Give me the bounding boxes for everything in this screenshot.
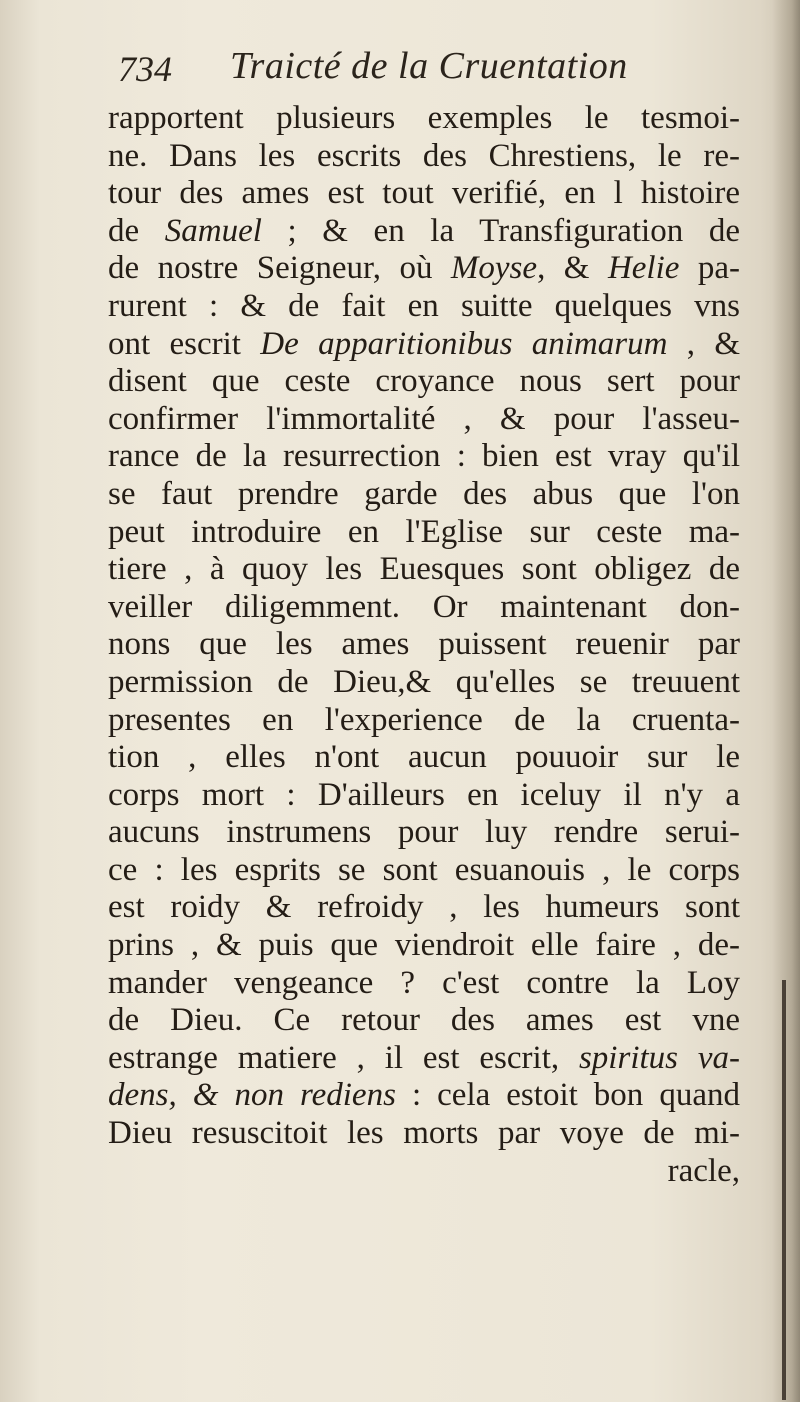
text-segment: ; & en la Transfiguration de [261, 212, 740, 249]
text-segment: pa- [679, 250, 741, 287]
text-line [108, 739, 740, 777]
text-segment: ce : les esprits se sont esuanouis , le corps [108, 851, 740, 888]
text-segment: de Dieu. Ce retour des ames est vne [108, 1002, 740, 1039]
italic-text: Helie [607, 250, 680, 287]
page-header [118, 44, 718, 100]
text-line [108, 175, 740, 213]
text-line [108, 288, 740, 326]
text-line [108, 250, 740, 288]
text-segment: , & [537, 250, 608, 287]
text-segment: mander vengeance ? c'est contre la Loy [108, 964, 740, 1001]
text-segment: rance de la resurrection : bien est vray qu'il [108, 438, 740, 475]
text-segment: presentes en l'experience de la cruenta- [108, 701, 740, 738]
text-line [108, 1115, 740, 1153]
text-segment: rurent : & de fait en suitte quelques vns [108, 287, 740, 324]
italic-text: dens, & non rediens [108, 1077, 396, 1114]
text-line [108, 1040, 740, 1078]
text-line [108, 1002, 740, 1040]
text-segment: de nostre Seigneur, où [108, 250, 451, 287]
text-segment: tour des ames est tout verifié, en l histoire [108, 175, 740, 212]
text-segment: de [108, 212, 165, 249]
text-line [108, 1077, 740, 1115]
text-segment: rapportent plusieurs exemples le tesmoi- [108, 100, 740, 136]
text-line [108, 702, 740, 740]
text-segment: Dieu resuscitoit les morts par voye de mi- [108, 1115, 740, 1152]
text-line [108, 551, 740, 589]
text-segment: permission de Dieu,& qu'elles se treuuent [108, 663, 740, 700]
text-line [108, 965, 740, 1003]
text-line [108, 401, 740, 439]
text-line [108, 664, 740, 702]
italic-text: Moyse [450, 250, 538, 287]
italic-text: Samuel [164, 212, 262, 249]
text-segment: : cela estoit bon quand [395, 1077, 740, 1114]
body-text [108, 100, 740, 1190]
text-line [108, 213, 740, 251]
text-line [108, 476, 740, 514]
text-line [108, 326, 740, 364]
text-line [108, 927, 740, 965]
running-title: Traicté de la Cruentation [230, 45, 628, 87]
text-line [108, 514, 740, 552]
italic-text: spiritus va- [578, 1039, 740, 1076]
text-segment: ont escrit [108, 325, 261, 362]
text-segment: tiere , à quoy les Euesques sont obligez de [108, 551, 740, 588]
text-line [108, 1153, 740, 1191]
text-line [108, 814, 740, 852]
page-edge-line [782, 980, 786, 1400]
text-segment: prins , & puis que viendroit elle faire , de- [108, 927, 740, 964]
text-segment: veiller diligemment. Or maintenant don- [108, 588, 740, 625]
italic-text: De apparitionibus animarum [260, 325, 668, 362]
text-segment: confirmer l'immortalité , & pour l'asseu- [108, 400, 740, 437]
page-edge-shadow [772, 0, 800, 1402]
text-segment: disent que ceste croyance nous sert pour [108, 363, 740, 400]
text-line [108, 777, 740, 815]
text-line [108, 100, 740, 138]
text-line [108, 363, 740, 401]
text-line [108, 852, 740, 890]
page-number: 734 [118, 49, 172, 89]
text-line [108, 589, 740, 627]
text-line [108, 438, 740, 476]
text-segment: aucuns instrumens pour luy rendre serui- [108, 814, 740, 851]
text-segment: estrange matiere , il est escrit, [108, 1039, 579, 1076]
text-segment: est roidy & refroidy , les humeurs sont [108, 889, 740, 926]
text-segment: tion , elles n'ont aucun pouuoir sur le [108, 739, 740, 776]
text-segment: ne. Dans les escrits des Chrestiens, le re- [108, 137, 740, 174]
text-line [108, 138, 740, 176]
text-segment: peut introduire en l'Eglise sur ceste ma- [108, 513, 740, 550]
text-segment: corps mort : D'ailleurs en iceluy il n'y a [108, 776, 740, 813]
text-segment: , & [667, 325, 740, 362]
text-line [108, 626, 740, 664]
text-segment: se faut prendre garde des abus que l'on [108, 475, 740, 512]
text-segment: racle, [667, 1152, 740, 1189]
text-segment: nons que les ames puissent reuenir par [108, 626, 740, 663]
text-line [108, 889, 740, 927]
